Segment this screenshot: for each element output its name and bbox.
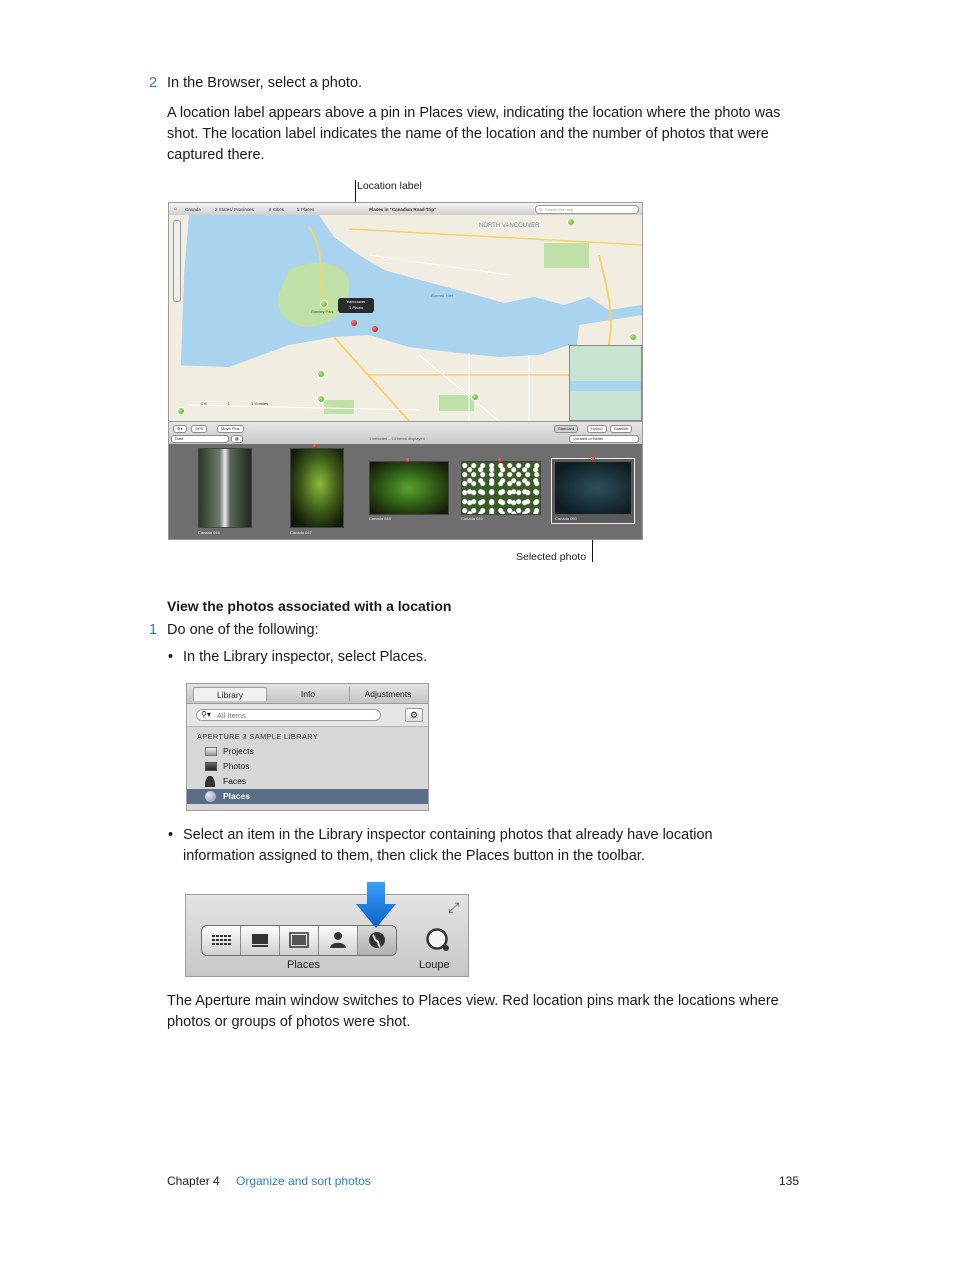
step-text: Do one of the following: (167, 622, 319, 638)
view-mode-segmented-control (201, 925, 397, 956)
map-search-input[interactable] (535, 205, 639, 214)
thumbnail-label: Canada 049 (461, 516, 483, 521)
breadcrumb-item[interactable]: Canada (185, 207, 201, 212)
step-number: 2 (149, 75, 158, 91)
place-marker[interactable] (567, 218, 575, 226)
section-heading: View the photos associated with a location (167, 598, 452, 614)
selected-photo-frame[interactable] (551, 458, 635, 524)
place-marker[interactable] (629, 333, 637, 341)
scale-left: 0 ft (201, 401, 207, 406)
paragraph-line: A location label appears above a pin in Places view, indicating the location where the photo was (167, 105, 781, 121)
overview-map[interactable] (569, 345, 642, 421)
location-label-count: 1 Photo (349, 305, 363, 310)
sort-popup[interactable]: Date (171, 435, 229, 443)
photo-pin-badge (406, 458, 410, 462)
filter-field[interactable] (569, 435, 639, 443)
bullet: • (168, 827, 174, 843)
library-item-projects[interactable] (187, 744, 428, 759)
move-pins-button[interactable]: Move Pins (217, 425, 244, 433)
library-item-label: Projects (223, 746, 254, 756)
map-bottom-bar (169, 421, 642, 444)
tab-adjustments[interactable]: Adjustments (349, 687, 426, 701)
scale-bar (201, 401, 268, 406)
overview-water (570, 381, 641, 391)
photo-pin-badge (313, 444, 317, 448)
location-pin[interactable] (351, 320, 357, 326)
photo-thumbnail[interactable] (369, 461, 449, 515)
browser-filmstrip (169, 444, 642, 539)
library-section-header: APERTURE 3 SAMPLE LIBRARY (197, 732, 319, 741)
pointer-arrow-icon (356, 882, 396, 928)
scale-mid: 1 (227, 401, 230, 406)
thumbnail-label: Canada 050 (555, 516, 577, 521)
zoom-slider[interactable] (173, 220, 181, 302)
bullet-text: information assigned to them, then click the Places button in the toolbar. (183, 848, 645, 864)
viewer-button[interactable] (280, 926, 319, 955)
bullet-text: Select an item in the Library inspector containing photos that already have location (183, 827, 713, 843)
fullscreen-icon[interactable]: ⤢ (448, 899, 460, 915)
callout-location-label: Location label (357, 180, 422, 192)
scale-right: 1 ½ miles (251, 401, 269, 406)
callout-selected-photo: Selected photo (516, 551, 587, 563)
tab-library[interactable]: Library (193, 687, 267, 701)
split-view-icon (241, 926, 279, 955)
step-number: 1 (149, 622, 158, 638)
bullet-text: In the Library inspector, select Places. (183, 649, 428, 665)
step-text: In the Browser, select a photo. (167, 75, 363, 91)
place-marker[interactable] (320, 300, 328, 308)
map-title: Places in "Canadian Road Trip" (369, 207, 437, 212)
faces-icon (205, 776, 215, 787)
footer-chapter-title[interactable]: Organize and sort photos (236, 1174, 371, 1188)
photo-thumbnail[interactable] (555, 462, 631, 514)
places-view-screenshot (168, 202, 643, 540)
loupe-icon (425, 927, 451, 953)
map-label: Stanley Park (311, 309, 334, 314)
home-icon[interactable]: ⌂ (174, 206, 178, 212)
thumbnail-label: Canada 047 (290, 530, 312, 535)
location-label-name: Vancouver (346, 299, 366, 304)
tab-info[interactable]: Info (300, 689, 316, 699)
photo-pin-badge (591, 457, 595, 461)
footer-chapter: Chapter 4 (167, 1174, 220, 1188)
paragraph-line: The Aperture main window switches to Places view. Red location pins mark the locations where (167, 993, 779, 1009)
location-label[interactable] (338, 298, 374, 313)
thumbnail-label: Canada 048 (369, 516, 391, 521)
viewer-icon (280, 926, 318, 955)
library-item-label: Faces (223, 776, 247, 786)
faces-icon (319, 926, 357, 955)
grid-icon (202, 926, 240, 955)
loupe-label: Loupe (419, 959, 450, 971)
location-pin[interactable] (372, 326, 378, 332)
photo-thumbnail[interactable] (198, 448, 252, 528)
place-marker[interactable] (317, 370, 325, 378)
map-label: NORTH VANCOUVER (479, 223, 540, 229)
satellite-mode-button[interactable]: Satellite (610, 425, 632, 433)
projects-icon (205, 747, 217, 756)
hybrid-mode-button[interactable]: Hybrid (587, 425, 607, 433)
search-icon: ⚲▾ (201, 710, 211, 719)
browser-view-button[interactable] (202, 926, 241, 955)
loupe-button[interactable] (425, 927, 451, 953)
library-item-faces[interactable] (187, 774, 428, 789)
view-toggle[interactable]: ▦ (231, 435, 243, 443)
place-marker[interactable] (177, 407, 185, 415)
library-item-label: Photos (223, 761, 250, 771)
library-item-places[interactable] (187, 789, 428, 804)
breadcrumb-item[interactable]: 2 States/ Provinces (215, 207, 254, 212)
photos-icon (205, 762, 217, 771)
place-marker[interactable] (317, 395, 325, 403)
library-item-label: Places (223, 791, 250, 801)
place-marker[interactable] (471, 393, 479, 401)
map-view[interactable] (169, 215, 642, 421)
split-view-button[interactable] (241, 926, 280, 955)
toolbar-screenshot (185, 894, 469, 977)
breadcrumb-item[interactable]: 2 Cities (269, 207, 285, 212)
gear-icon[interactable]: ⚙ (405, 708, 423, 722)
map-label: Burrard Inlet (431, 293, 454, 298)
paragraph-line: shot. The location label indicates the name of the location and the number of photos that were (167, 126, 769, 142)
action-menu-button[interactable]: ⚙▾ (173, 425, 187, 433)
globe-icon (358, 926, 396, 955)
photo-thumbnail[interactable] (461, 461, 541, 515)
globe-icon (205, 791, 216, 802)
library-search-input[interactable] (196, 709, 381, 721)
standard-mode-button[interactable]: Standard (554, 425, 578, 433)
library-item-photos[interactable] (187, 759, 428, 774)
photo-pin-badge (498, 458, 502, 462)
paragraph-line: photos or groups of photos were shot. (167, 1014, 411, 1030)
faces-button[interactable] (319, 926, 358, 955)
gps-button[interactable]: GPS (191, 425, 207, 433)
bullet: • (168, 649, 174, 665)
status-text: 1 selected – 14 items displayed (369, 436, 425, 441)
search-placeholder: All Items (217, 711, 246, 720)
photo-thumbnail[interactable] (290, 448, 344, 528)
page-number: 135 (779, 1174, 800, 1188)
paragraph-line: captured there. (167, 147, 265, 163)
thumbnail-label: Canada 046 (198, 530, 220, 535)
breadcrumb-item[interactable]: 5 Places (297, 207, 315, 212)
filter-placeholder: Unrated or Better (573, 436, 604, 441)
places-button[interactable] (358, 926, 397, 955)
places-label: Places (287, 959, 321, 971)
search-placeholder: Search the map (545, 207, 574, 212)
library-inspector-screenshot (186, 683, 429, 811)
search-icon: ⚲ (539, 207, 542, 212)
